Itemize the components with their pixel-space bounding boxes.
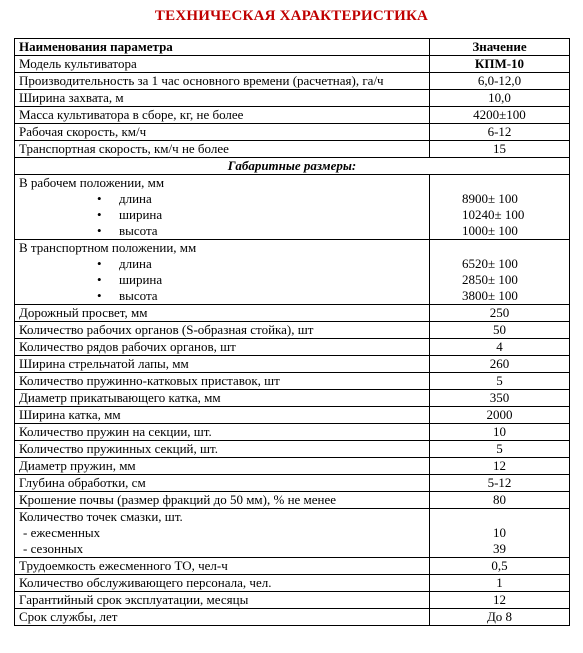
value-seasonal: 39	[493, 541, 506, 556]
table-row	[15, 90, 570, 107]
row-label: Количество рядов рабочих органов, шт	[15, 339, 430, 356]
row-label: Ширина катка, мм	[15, 407, 430, 424]
list-item: • ширина	[97, 272, 163, 287]
row-label: Дорожный просвет, мм	[15, 305, 430, 322]
row-value: 5-12	[430, 475, 570, 492]
lube-label: Количество точек смазки, шт.	[19, 509, 183, 524]
row-label	[15, 175, 430, 240]
header-value: Значение	[430, 39, 570, 56]
table-row	[15, 356, 570, 373]
row-value: 4	[430, 339, 570, 356]
row-value	[430, 509, 570, 558]
table-header-row	[15, 39, 570, 56]
table-row	[15, 107, 570, 124]
list-item: - сезонных	[23, 541, 84, 556]
table-row	[15, 475, 570, 492]
table-row	[15, 322, 570, 339]
row-label: Трудоемкость ежесменного ТО, чел-ч	[15, 558, 430, 575]
table-row	[15, 56, 570, 73]
list-item: - ежесменных	[23, 525, 101, 540]
row-label: Ширина захвата, м	[15, 90, 430, 107]
row-value: До 8	[430, 609, 570, 626]
row-value: 10,0	[430, 90, 570, 107]
value-width: 10240± 100	[462, 207, 525, 222]
table-row	[15, 492, 570, 509]
table-row	[15, 339, 570, 356]
row-label: Срок службы, лет	[15, 609, 430, 626]
row-value	[430, 240, 570, 305]
row-label: Производительность за 1 час основного времени (расчетная), га/ч	[15, 73, 430, 90]
list-item: • ширина	[97, 207, 163, 222]
bullet-icon: •	[97, 223, 102, 238]
row-label: Количество обслуживающего персонала, чел.	[15, 575, 430, 592]
table-row	[15, 390, 570, 407]
row-value: КПМ-10	[430, 56, 570, 73]
row-label: Количество рабочих органов (S-образная стойка), шт	[15, 322, 430, 339]
row-value: 50	[430, 322, 570, 339]
table-row	[15, 575, 570, 592]
table-row-working-dims	[15, 175, 570, 240]
list-item: • высота	[97, 223, 158, 238]
value-height: 1000± 100	[462, 223, 518, 238]
row-label: Диаметр прикатывающего катка, мм	[15, 390, 430, 407]
list-item: • высота	[97, 288, 158, 303]
row-label	[15, 509, 430, 558]
row-value: 350	[430, 390, 570, 407]
table-row	[15, 305, 570, 322]
row-value: 6,0-12,0	[430, 73, 570, 90]
table-row	[15, 373, 570, 390]
table-row	[15, 609, 570, 626]
row-value: 12	[430, 458, 570, 475]
value-length: 8900± 100	[462, 191, 518, 206]
section-row	[15, 158, 570, 175]
row-label: Масса культиватора в сборе, кг, не более	[15, 107, 430, 124]
row-label: Модель культиватора	[15, 56, 430, 73]
row-label: Глубина обработки, см	[15, 475, 430, 492]
row-value: 15	[430, 141, 570, 158]
row-value: 12	[430, 592, 570, 609]
row-value: 260	[430, 356, 570, 373]
row-value	[430, 175, 570, 240]
table-row	[15, 558, 570, 575]
spec-table	[14, 38, 570, 626]
bullet-icon: •	[97, 191, 102, 206]
row-label: Крошение почвы (размер фракций до 50 мм), % не менее	[15, 492, 430, 509]
row-label	[15, 240, 430, 305]
value-per-shift: 10	[493, 525, 506, 540]
row-label: Гарантийный срок эксплуатации, месяцы	[15, 592, 430, 609]
value-length: 6520± 100	[462, 256, 518, 271]
table-row-transport-dims	[15, 240, 570, 305]
row-label: Количество пружинных секций, шт.	[15, 441, 430, 458]
list-item: • длина	[97, 191, 152, 206]
row-value: 0,5	[430, 558, 570, 575]
row-value: 5	[430, 373, 570, 390]
value-width: 2850± 100	[462, 272, 518, 287]
row-value: 5	[430, 441, 570, 458]
list-item: • длина	[97, 256, 152, 271]
transport-label: В транспортном положении, мм	[19, 240, 197, 255]
header-parameter: Наименования параметра	[15, 39, 430, 56]
page-title: ТЕХНИЧЕСКАЯ ХАРАКТЕРИСТИКА	[154, 8, 429, 24]
table-row	[15, 407, 570, 424]
bullet-icon: •	[97, 288, 102, 303]
row-value: 10	[430, 424, 570, 441]
row-value: 2000	[430, 407, 570, 424]
table-row	[15, 441, 570, 458]
value-height: 3800± 100	[462, 288, 518, 303]
bullet-icon: •	[97, 256, 102, 271]
section-title: Габаритные размеры:	[15, 158, 570, 175]
row-label: Рабочая скорость, км/ч	[15, 124, 430, 141]
row-label: Диаметр пружин, мм	[15, 458, 430, 475]
row-value: 80	[430, 492, 570, 509]
row-label: Количество пружин на секции, шт.	[15, 424, 430, 441]
row-value: 250	[430, 305, 570, 322]
table-row	[15, 458, 570, 475]
bullet-icon: •	[97, 272, 102, 287]
table-row	[15, 124, 570, 141]
table-row	[15, 141, 570, 158]
row-label: Количество пружинно-катковых приставок, шт	[15, 373, 430, 390]
table-row	[15, 592, 570, 609]
bullet-icon: •	[97, 207, 102, 222]
row-label: Транспортная скорость, км/ч не более	[15, 141, 430, 158]
row-value: 1	[430, 575, 570, 592]
row-value: 4200±100	[430, 107, 570, 124]
table-row-lubrication	[15, 509, 570, 558]
table-row	[15, 424, 570, 441]
working-label: В рабочем положении, мм	[19, 175, 165, 190]
row-value: 6-12	[430, 124, 570, 141]
row-label: Ширина стрельчатой лапы, мм	[15, 356, 430, 373]
table-row	[15, 73, 570, 90]
